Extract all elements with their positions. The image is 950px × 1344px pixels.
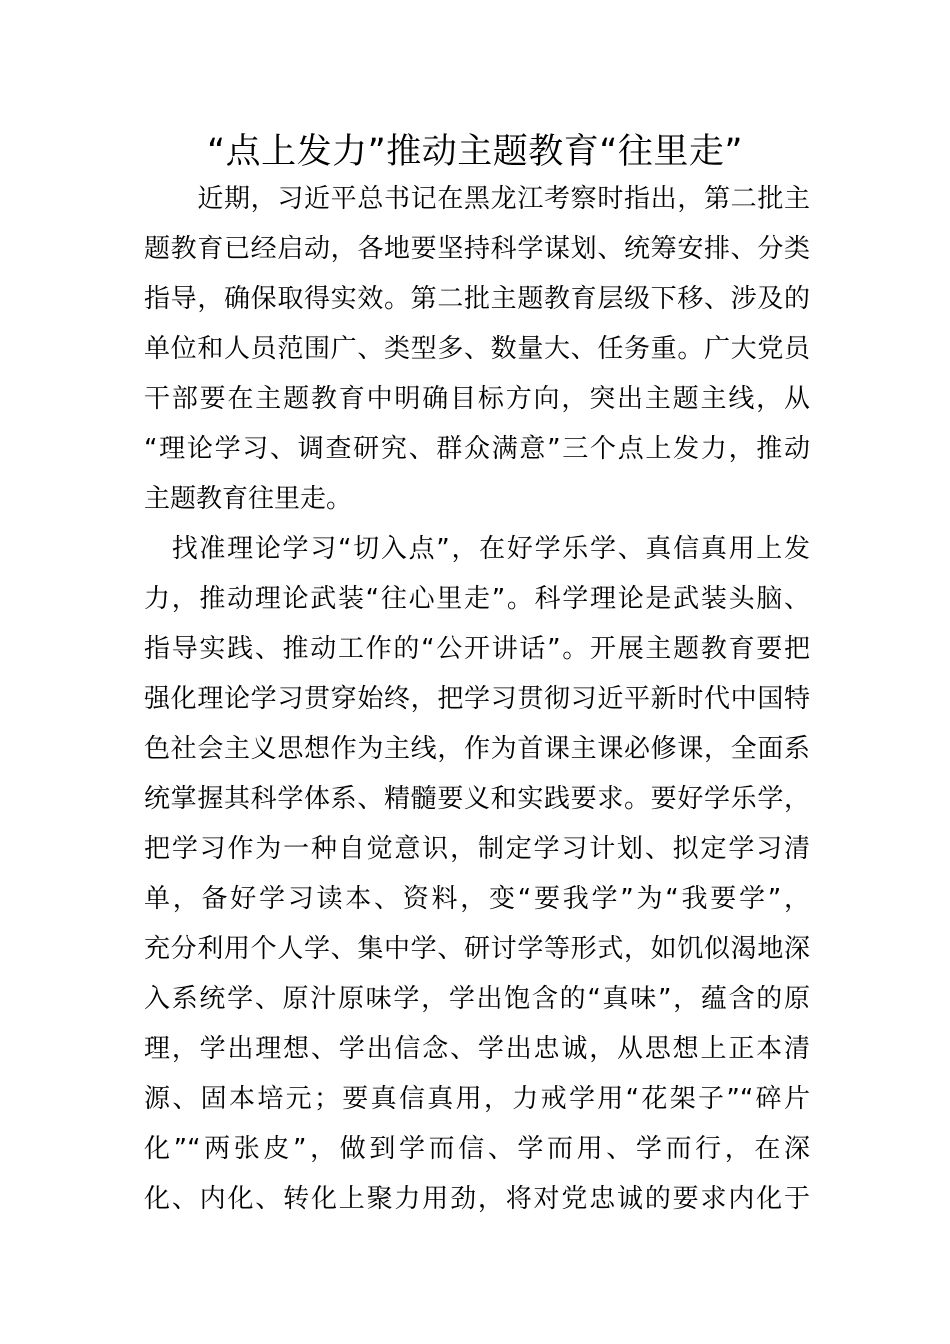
- text-line: 源、固本培元；要真信真用，力戒学用“花架子”“碎片: [144, 1084, 810, 1114]
- text-line: 入系统学、原汁原味学，学出饱含的“真味”，蕴含的原: [144, 984, 810, 1014]
- text-line: 干部要在主题教育中明确目标方向，突出主题主线，从: [144, 384, 810, 414]
- text-line: “理论学习、调查研究、群众满意”三个点上发力，推动: [144, 434, 810, 464]
- text-line: 单，备好学习读本、资料，变“要我学”为“我要学”，: [144, 884, 810, 914]
- text-line: 近期，习近平总书记在黑龙江考察时指出，第二批主: [144, 184, 810, 214]
- text-line: 化、内化、转化上聚力用劲，将对党忠诚的要求内化于: [144, 1184, 810, 1214]
- text-line: 理，学出理想、学出信念、学出忠诚，从思想上正本清: [144, 1034, 810, 1064]
- text-line: 化”“两张皮”，做到学而信、学而用、学而行，在深: [144, 1134, 810, 1164]
- text-line: 题教育已经启动，各地要坚持科学谋划、统筹安排、分类: [144, 234, 810, 264]
- text-line: 单位和人员范围广、类型多、数量大、任务重。广大党员: [144, 334, 810, 364]
- text-line: 把学习作为一种自觉意识，制定学习计划、拟定学习清: [144, 834, 810, 864]
- text-line: 充分利用个人学、集中学、研讨学等形式，如饥似渴地深: [144, 934, 810, 964]
- text-line: 找准理论学习“切入点”，在好学乐学、真信真用上发: [144, 534, 810, 564]
- paragraph-1: [144, 174, 810, 524]
- text-line: 力，推动理论武装“往心里走”。科学理论是武装头脑、: [144, 584, 810, 614]
- paragraph-2: [144, 524, 810, 1224]
- document-title: “点上发力”推动主题教育“往里走”: [206, 132, 744, 172]
- text-line: 指导，确保取得实效。第二批主题教育层级下移、涉及的: [144, 284, 810, 314]
- text-line: 主题教育往里走。: [144, 484, 353, 514]
- text-line: 色社会主义思想作为主线，作为首课主课必修课，全面系: [144, 734, 810, 764]
- text-line: 指导实践、推动工作的“公开讲话”。开展主题教育要把: [144, 634, 810, 664]
- text-line: 统掌握其科学体系、精髓要义和实践要求。要好学乐学，: [144, 784, 810, 814]
- text-line: 强化理论学习贯穿始终，把学习贯彻习近平新时代中国特: [144, 684, 810, 714]
